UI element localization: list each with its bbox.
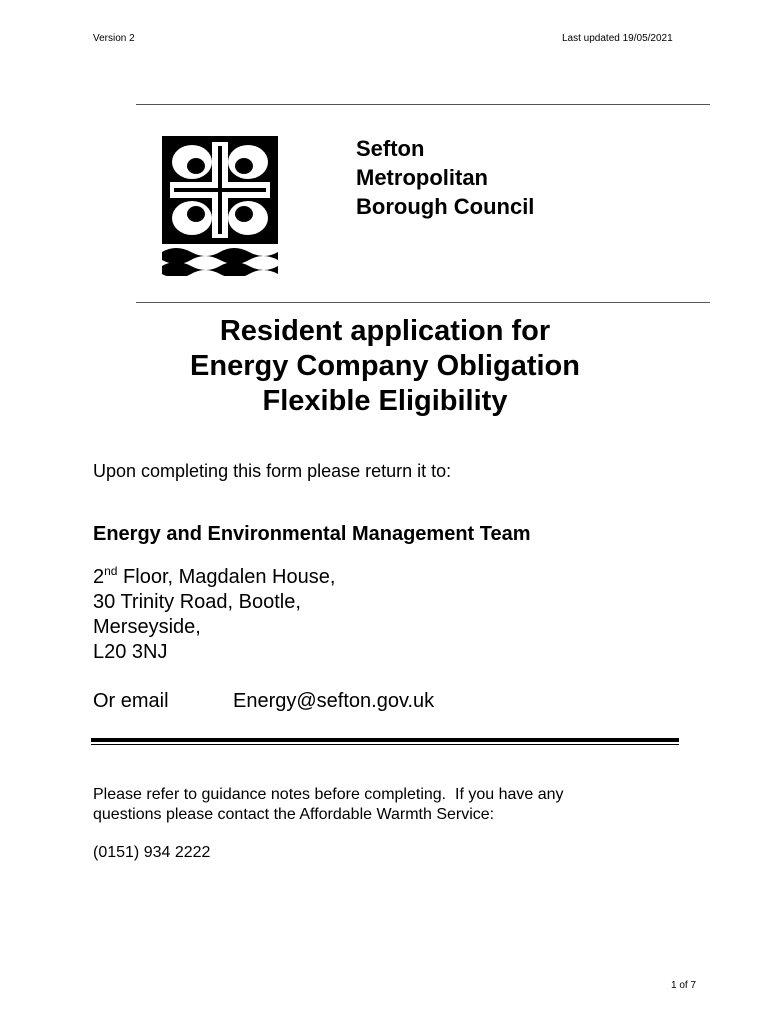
section-divider-thick [91,738,679,742]
page-number: 1 of 7 [671,980,697,991]
page-title [0,314,770,419]
title-line-1: Resident application for [219,315,551,347]
bottom-divider [136,302,710,303]
floor-suffix: nd [104,564,118,578]
version-label: Version 2 [93,33,135,44]
title-line-2: Energy Company Obligation [190,350,580,382]
return-instructions: Upon completing this form please return it to: [93,461,452,481]
council-logo [162,136,278,276]
guidance-notes [93,785,653,825]
council-name [356,134,534,221]
council-name-line-2: Metropolitan [356,165,488,190]
top-divider [136,104,710,105]
address-line-1 [93,565,335,590]
floor-number: 2 [93,566,105,588]
title-line-3: Flexible Eligibility [262,385,508,417]
last-updated-label: Last updated 19/05/2021 [562,33,673,44]
guidance-line-1: Please refer to guidance notes before completing. If you have any [93,786,564,803]
section-divider-thin [91,744,679,745]
council-name-line-1: Sefton [356,136,425,161]
contact-phone: (0151) 934 2222 [93,844,211,861]
address-line-2: 30 Trinity Road, Bootle, [93,591,301,613]
council-name-line-3: Borough Council [356,194,535,219]
sefton-council-crest-icon [162,136,278,276]
guidance-line-2: questions please contact the Affordable Warmth Service: [93,806,495,823]
address-line-4: L20 3NJ [93,641,168,663]
team-name: Energy and Environmental Management Team [93,523,531,545]
email-label: Or email [93,690,169,712]
email-row [93,690,435,713]
email-link[interactable]: Energy@sefton.gov.uk [233,690,435,712]
postal-address [93,565,335,665]
floor-rest: Floor, Magdalen House, [117,566,336,588]
address-line-3: Merseyside, [93,616,201,638]
